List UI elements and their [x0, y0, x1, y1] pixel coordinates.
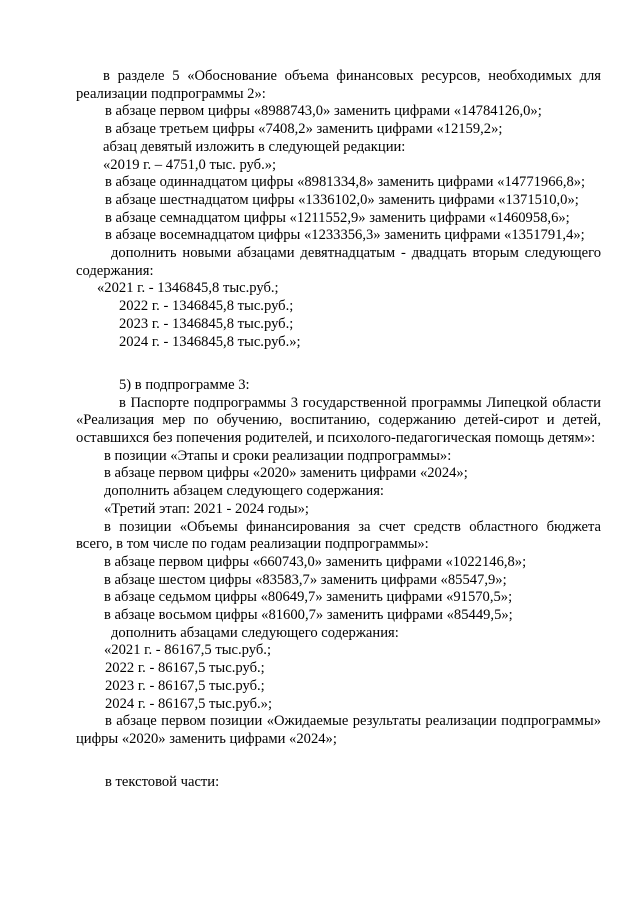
paragraph-fin-abzac-6: в абзаце шестом цифры «83583,7» заменить цифрами «85547,9»; — [104, 571, 507, 588]
paragraph-fin-2024: 2024 г. - 86167,5 тыс.руб.»; — [105, 695, 273, 712]
paragraph-year-2022: 2022 г. - 1346845,8 тыс.руб.; — [119, 298, 294, 315]
paragraph-add-abzacs-2: дополнить абзацами следующего содержания: — [111, 624, 399, 641]
document-page — [76, 68, 601, 792]
paragraph-abzac-11: в абзаце одиннадцатом цифры «8981334,8» заменить цифрами «14771966,8»; — [105, 174, 586, 191]
paragraph-fin-2022: 2022 г. - 86167,5 тыс.руб.; — [105, 660, 265, 677]
paragraph-abzac-18: в абзаце восемнадцатом цифры «1233356,3» заменить цифрами «1351791,4»; — [105, 227, 585, 244]
spacer — [76, 369, 601, 377]
paragraph-add-abzac: дополнить абзацем следующего содержания: — [104, 483, 384, 500]
paragraph-year-2021: «2021 г. - 1346845,8 тыс.руб.; — [97, 280, 279, 297]
paragraph-year-2023: 2023 г. - 1346845,8 тыс.руб.; — [119, 315, 294, 332]
spacer — [76, 351, 601, 369]
paragraph-fin-abzac-8: в абзаце восьмом цифры «81600,7» заменить цифрами «85449,5»; — [104, 607, 513, 624]
paragraph-year-2024: 2024 г. - 1346845,8 тыс.руб.»; — [119, 333, 301, 350]
paragraph-position-stages: в позиции «Этапы и сроки реализации подпрограммы»: — [104, 447, 452, 464]
paragraph-abzac-16: в абзаце шестнадцатом цифры «1336102,0» заменить цифрами «1371510,0»; — [105, 191, 579, 208]
paragraph-quote-2019: «2019 г. – 4751,0 тыс. руб.»; — [103, 156, 277, 173]
paragraph-fin-abzac-1: в абзаце первом цифры «660743,0» заменить цифрами «1022146,8»; — [104, 553, 527, 570]
spacer — [76, 766, 601, 774]
paragraph-expected-results: в абзаце первом позиции «Ожидаемые результаты реализации подпрограммы» цифры «2020» заменить цифрами «2024»; — [76, 713, 601, 747]
paragraph-abzac-3: в абзаце третьем цифры «7408,2» заменить цифрами «12159,2»; — [105, 121, 503, 138]
paragraph-add-abzacs: дополнить новыми абзацами девятнадцатым - двадцать вторым следующего содержания: — [76, 245, 601, 279]
paragraph-third-stage: «Третий этап: 2021 - 2024 годы»; — [104, 500, 309, 517]
paragraph-text-part: в текстовой части: — [105, 774, 220, 791]
paragraph-abzac-9: абзац девятый изложить в следующей редакции: — [103, 138, 406, 155]
paragraph-section5: в разделе 5 «Обоснование объема финансовых ресурсов, необходимых для реализации подпрограммы 2»: — [76, 68, 601, 102]
spacer — [76, 749, 601, 767]
paragraph-abzac-1: в абзаце первом цифры «8988743,0» заменить цифрами «14784126,0»; — [105, 103, 542, 120]
paragraph-passport: в Паспорте подпрограммы 3 государственной программы Липецкой области «Реализация мер по обучению, воспитанию, содержанию детей-сирот и детей, оставшихся без попечения родителей, и психолого-педагогическая помощь детям»: — [76, 394, 601, 447]
paragraph-abzac-17: в абзаце семнадцатом цифры «1211552,9» заменить цифрами «1460958,6»; — [105, 209, 570, 226]
paragraph-stages-abzac-1: в абзаце первом цифры «2020» заменить цифрами «2024»; — [104, 465, 468, 482]
paragraph-fin-2023: 2023 г. - 86167,5 тыс.руб.; — [105, 677, 265, 694]
paragraph-subprogram-3: 5) в подпрограмме 3: — [119, 376, 250, 393]
paragraph-fin-abzac-7: в абзаце седьмом цифры «80649,7» заменить цифрами «91570,5»; — [104, 589, 513, 606]
paragraph-position-financing: в позиции «Объемы финансирования за счет средств областного бюджета всего, в том числе по годам реализации подпрограммы»: — [76, 518, 601, 553]
paragraph-fin-2021: «2021 г. - 86167,5 тыс.руб.; — [104, 642, 272, 659]
